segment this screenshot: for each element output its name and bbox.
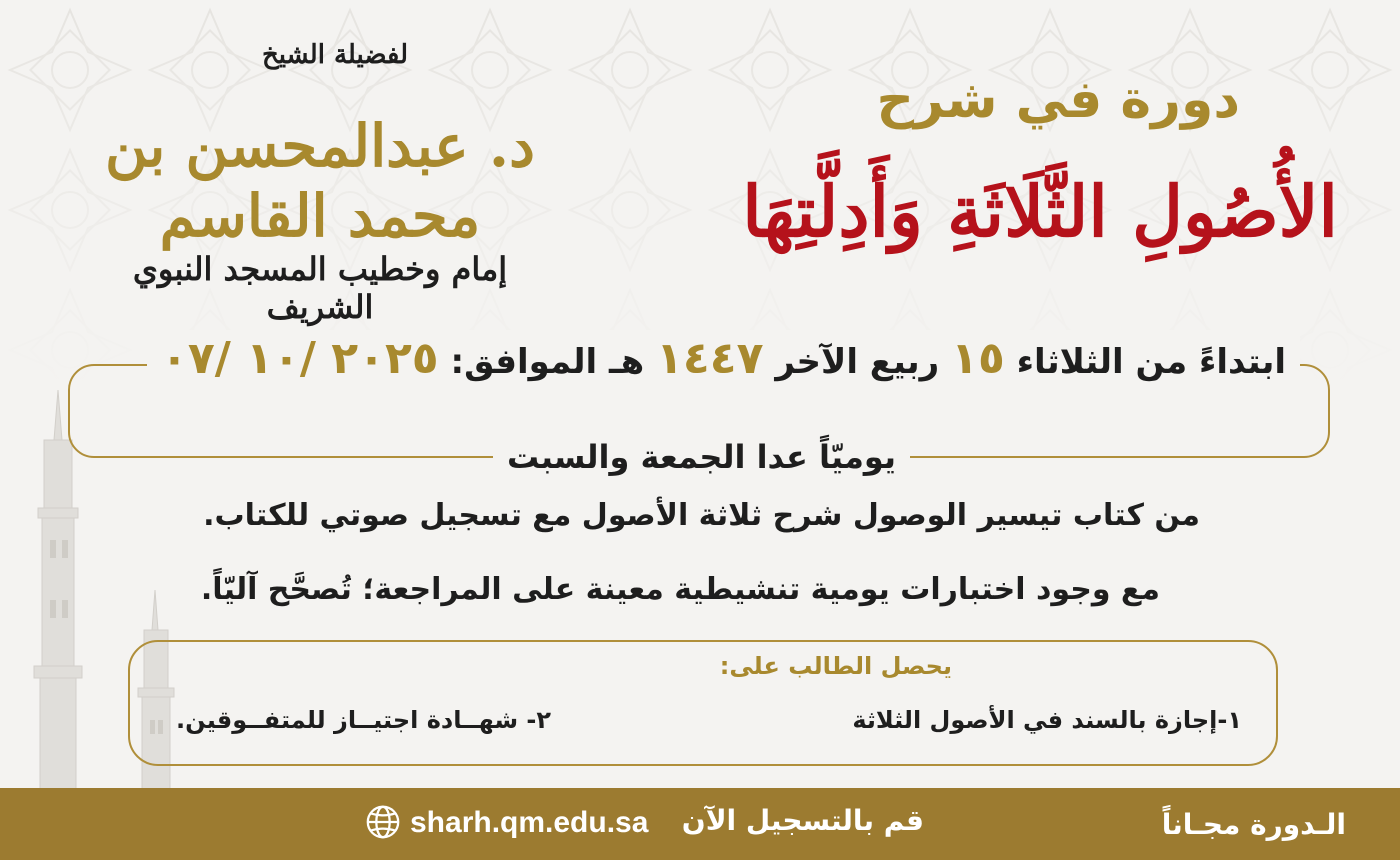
days-text: يوميّاً عدا الجمعة والسبت	[493, 430, 910, 484]
globe-icon	[364, 803, 402, 841]
benefits-title: يحصل الطالب على:	[719, 652, 952, 680]
register-now-label: قم بالتسجيل الآن	[681, 804, 924, 837]
description-line2: مع وجود اختبارات يومية تنشيطية معينة على المراجعة؛ تُصحَّح آليّاً.	[200, 572, 1160, 607]
description-line1: من كتاب تيسير الوصول شرح ثلاثة الأصول مع تسجيل صوتي للكتاب.	[203, 498, 1200, 533]
hijri-suffix: هـ الموافق:	[450, 342, 645, 382]
sheikh-name: د. عبدالمحسن بن محمد القاسم	[105, 112, 535, 250]
free-course-label: الـدورة مجـاناً	[1161, 808, 1346, 841]
start-date-line	[147, 330, 1300, 388]
course-title-line2: الأُصُولِ الثَّلَاثَةِ وَأَدِلَّتِهَا	[742, 170, 1338, 253]
hijri-month: ربيع الآخر	[775, 342, 940, 382]
sheikh-title: إمام وخطيب المسجد النبوي الشريف	[132, 250, 508, 326]
benefits-box	[128, 640, 1278, 766]
course-title-line1: دورة في شرح	[876, 70, 1240, 130]
benefit-item-1: ١-إجازة بالسند في الأصول الثلاثة	[852, 706, 1242, 734]
hijri-day: ١٥	[951, 333, 1005, 384]
hijri-year: ١٤٤٧	[656, 333, 764, 384]
sheikh-honorific: لفضيلة الشيخ	[261, 40, 409, 70]
website-url[interactable]: sharh.qm.edu.sa	[410, 806, 649, 839]
gregorian-date: ٢٠٢٥ /١٠ /٠٧	[161, 333, 439, 384]
start-prefix: ابتداءً من الثلاثاء	[1016, 342, 1286, 382]
benefit-item-2: ٢- شهــادة اجتيــاز للمتفــوقين.	[176, 706, 552, 734]
